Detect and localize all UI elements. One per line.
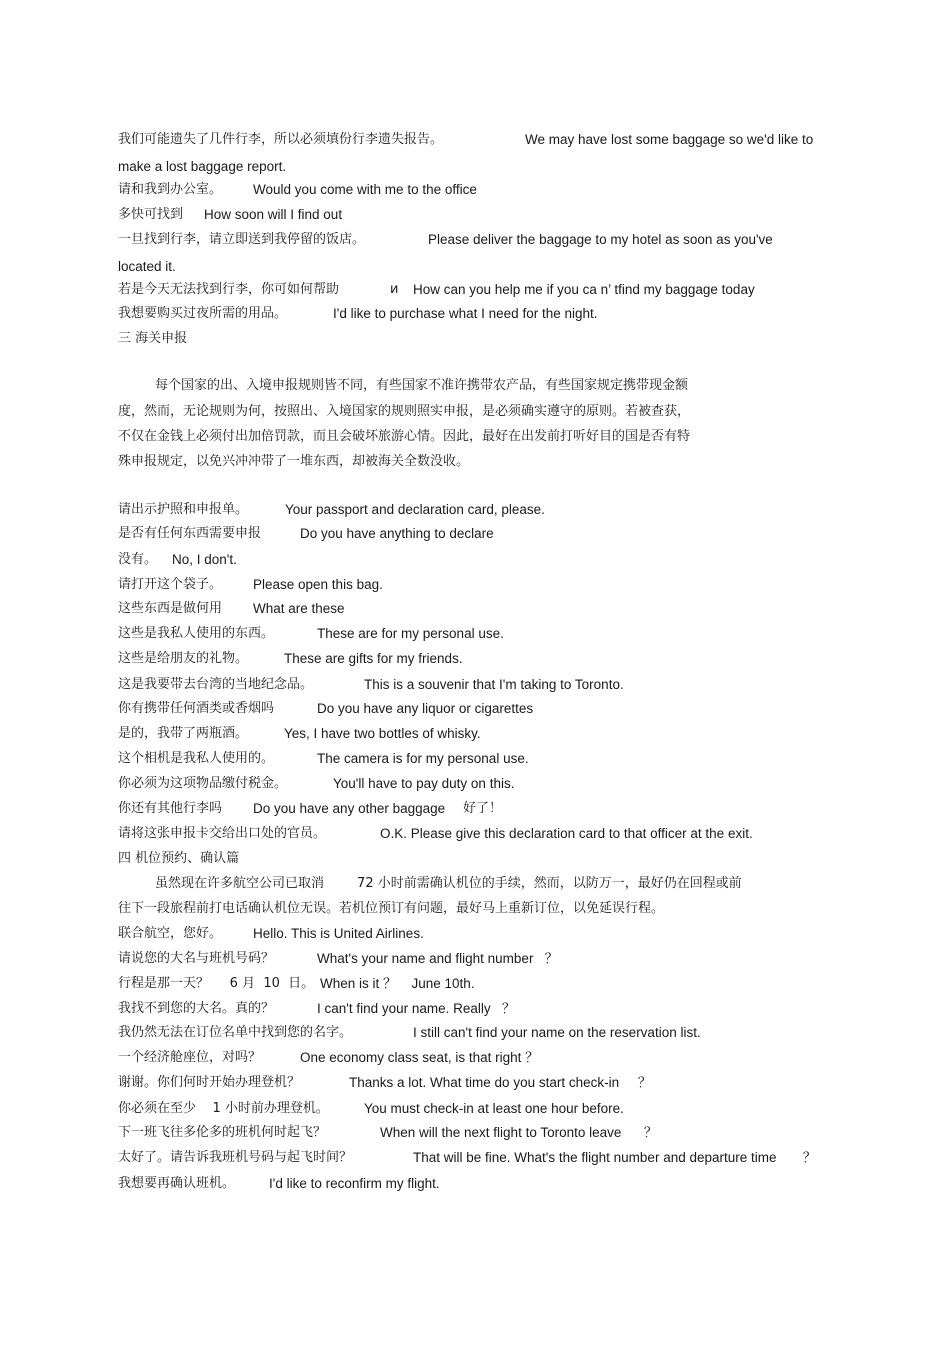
- dialogue-line: [118, 677, 624, 693]
- dialogue-line: [118, 1050, 539, 1066]
- dialogue-line: [118, 701, 534, 717]
- english-text: located it.: [118, 259, 176, 274]
- dialogue-line: [118, 1176, 440, 1192]
- section-heading-customs: [118, 331, 187, 347]
- chinese-text: 是的，我带了两瓶酒。: [118, 726, 249, 741]
- chinese-text: 这个相机是我私人使用的。: [118, 751, 275, 766]
- chinese-text: 我们可能遗失了几件行李，所以必须填份行李遗失报告。: [118, 132, 444, 147]
- dialogue-line: [118, 751, 529, 767]
- dialogue-line: [118, 502, 545, 518]
- chinese-text: 这些东西是做何用: [118, 601, 223, 616]
- dialogue-line: [118, 1075, 652, 1091]
- paragraph-line: [118, 404, 690, 420]
- dialogue-line: [118, 1025, 701, 1041]
- dialogue-line: [118, 626, 504, 642]
- line-continuation: [118, 159, 286, 176]
- english-text: Thanks a lot. What time do you start check-in ？: [349, 1075, 652, 1090]
- line-purchase-night: [118, 306, 598, 322]
- chinese-text: 请说您的大名与班机号码？: [118, 951, 275, 966]
- english-text: When is it ？ June 10th.: [320, 976, 475, 991]
- paragraph-text: 不仅在金钱上必须付出加倍罚款，而且会破坏旅游心情。因此，最好在出发前打听好目的国是否有特: [118, 429, 691, 444]
- paragraph-text: 往下一段旅程前打电话确认机位无误。若机位预订有问题，最好马上重新订位，以免延误行程。: [118, 901, 665, 916]
- english-text: Would you come with me to the office: [253, 182, 477, 197]
- english-text: Yes, I have two bottles of whisky.: [284, 726, 481, 741]
- chinese-text: 谢谢。你们何时开始办理登机？: [118, 1075, 301, 1090]
- dialogue-line: [118, 1125, 658, 1141]
- paragraph-text: 度，然而，无论规则为何，按照出、入境国家的规则照实申报，是必须确实遵守的原则。若被查获，: [118, 404, 691, 419]
- english-text: I can't find your name. Really ？: [317, 1001, 516, 1016]
- section-title: 三 海关申报: [118, 331, 188, 346]
- chinese-text: 我仍然无法在订位名单中找到您的名字。: [118, 1025, 353, 1040]
- line-come-to-office: [118, 182, 477, 198]
- chinese-text: 你有携带任何酒类或香烟吗: [118, 701, 275, 716]
- english-text: Please open this bag.: [253, 577, 383, 592]
- english-text: Do you have any other baggage: [253, 801, 446, 816]
- paragraph-text: 殊申报规定，以免兴冲冲带了一堆东西，却被海关全数没收。: [118, 454, 470, 469]
- english-text: Hello. This is United Airlines.: [253, 926, 424, 941]
- dialogue-line: [118, 1101, 624, 1117]
- english-text: We may have lost some baggage so we'd like to: [525, 132, 814, 147]
- chinese-text: 联合航空，您好。: [118, 926, 223, 941]
- chinese-text: 请将这张申报卡交给出口处的官员。: [118, 826, 327, 841]
- english-text: I still can't find your name on the reservation list.: [413, 1025, 701, 1040]
- dialogue-line: [118, 801, 503, 817]
- chinese-text: 我想要购买过夜所需的用品。: [118, 306, 288, 321]
- chinese-text: 你必须在至少 1 小时前办理登机。: [118, 1101, 329, 1116]
- chinese-text: 一个经济舱座位，对吗？: [118, 1050, 262, 1065]
- chinese-text: 你必须为这项物品缴付税金。: [118, 776, 288, 791]
- english-text: O.K. Please give this declaration card to that officer at the exit.: [380, 826, 753, 841]
- section-title: 四 机位预约、确认篇: [118, 851, 240, 866]
- english-text: Your passport and declaration card, please.: [285, 502, 545, 517]
- dialogue-line: [118, 926, 424, 942]
- dialogue-line: [118, 976, 475, 992]
- english-text: What's your name and flight number ？: [317, 951, 559, 966]
- english-text: These are for my personal use.: [317, 626, 504, 641]
- chinese-text: 我找不到您的大名。真的？: [118, 1001, 275, 1016]
- english-text: Do you have anything to declare: [300, 526, 494, 541]
- paragraph-text: 虽然现在许多航空公司已取消 72 小时前需确认机位的手续，然而，以防万一，最好仍在回程或前: [155, 876, 742, 891]
- stray-glyph: и: [390, 282, 399, 297]
- english-text: Please deliver the baggage to my hotel as soon as you've: [428, 232, 773, 247]
- dialogue-line: [118, 826, 753, 842]
- chinese-tail: 好了！: [463, 801, 503, 816]
- english-text: When will the next flight to Toronto leave ？: [380, 1125, 658, 1140]
- dialogue-line: [118, 726, 481, 742]
- english-text: This is a souvenir that I'm taking to Toronto.: [364, 677, 624, 692]
- dialogue-line: [118, 1001, 516, 1017]
- english-text: One economy class seat, is that right ？: [300, 1050, 539, 1065]
- english-text: How soon will I find out: [204, 207, 343, 222]
- dialogue-line: [118, 577, 383, 593]
- chinese-text: 请打开这个袋子。: [118, 577, 223, 592]
- chinese-text: 太好了。请告诉我班机号码与起飞时间？: [118, 1150, 353, 1165]
- dialogue-line: [118, 776, 515, 792]
- english-text: That will be fine. What's the flight number and departure time ？: [413, 1150, 817, 1165]
- dialogue-line: [118, 526, 494, 542]
- chinese-text: 请出示护照和申报单。: [118, 502, 249, 517]
- chinese-text: 这些是我私人使用的东西。: [118, 626, 275, 641]
- chinese-text: 若是今天无法找到行李，你可如何帮助: [118, 282, 340, 297]
- paragraph-line: [118, 901, 664, 917]
- line-lost-baggage-report: [118, 132, 814, 148]
- dialogue-line: [118, 1150, 817, 1166]
- english-text: How can you help me if you ca n’ tfind my baggage today: [413, 282, 755, 297]
- chinese-text: 没有。: [118, 552, 158, 567]
- paragraph-line: [155, 876, 742, 892]
- english-text: You'll have to pay duty on this.: [333, 776, 515, 791]
- chinese-text: 你还有其他行李吗: [118, 801, 223, 816]
- dialogue-line: [118, 601, 345, 617]
- chinese-text: 下一班飞往多伦多的班机何时起飞？: [118, 1125, 327, 1140]
- chinese-text: 多快可找到: [118, 207, 184, 222]
- section-heading-reservation: [118, 851, 239, 867]
- paragraph-line: [118, 454, 469, 470]
- chinese-text: 我想要再确认班机。: [118, 1176, 236, 1191]
- chinese-text: 这是我要带去台湾的当地纪念品。: [118, 677, 314, 692]
- dialogue-line: [118, 651, 463, 667]
- chinese-text: 这些是给朋友的礼物。: [118, 651, 249, 666]
- english-text: I'd like to reconfirm my flight.: [269, 1176, 440, 1191]
- english-text: You must check-in at least one hour before.: [364, 1101, 624, 1116]
- chinese-text: 请和我到办公室。: [118, 182, 223, 197]
- line-help-today: [118, 282, 755, 298]
- line-deliver-baggage: [118, 232, 773, 248]
- dialogue-line: [118, 552, 237, 568]
- line-how-soon: [118, 207, 343, 223]
- english-text: Do you have any liquor or cigarettes: [317, 701, 534, 716]
- chinese-text: 一旦找到行李，请立即送到我停留的饭店。: [118, 232, 366, 247]
- english-text: make a lost baggage report.: [118, 159, 287, 174]
- english-text: These are gifts for my friends.: [284, 651, 463, 666]
- english-text: What are these: [253, 601, 345, 616]
- english-text: No, I don't.: [172, 552, 237, 567]
- dialogue-line: [118, 951, 559, 967]
- paragraph-text: 每个国家的出、入境申报规则皆不同，有些国家不准许携带农产品，有些国家规定携带现金额: [155, 378, 689, 393]
- english-text: The camera is for my personal use.: [317, 751, 529, 766]
- paragraph-line: [155, 378, 688, 394]
- paragraph-line: [118, 429, 690, 445]
- line-continuation: [118, 259, 176, 276]
- english-text: I'd like to purchase what I need for the night.: [333, 306, 598, 321]
- chinese-text: 是否有任何东西需要申报: [118, 526, 262, 541]
- chinese-text: 行程是那一天？ 6 月 10 日。: [118, 976, 315, 991]
